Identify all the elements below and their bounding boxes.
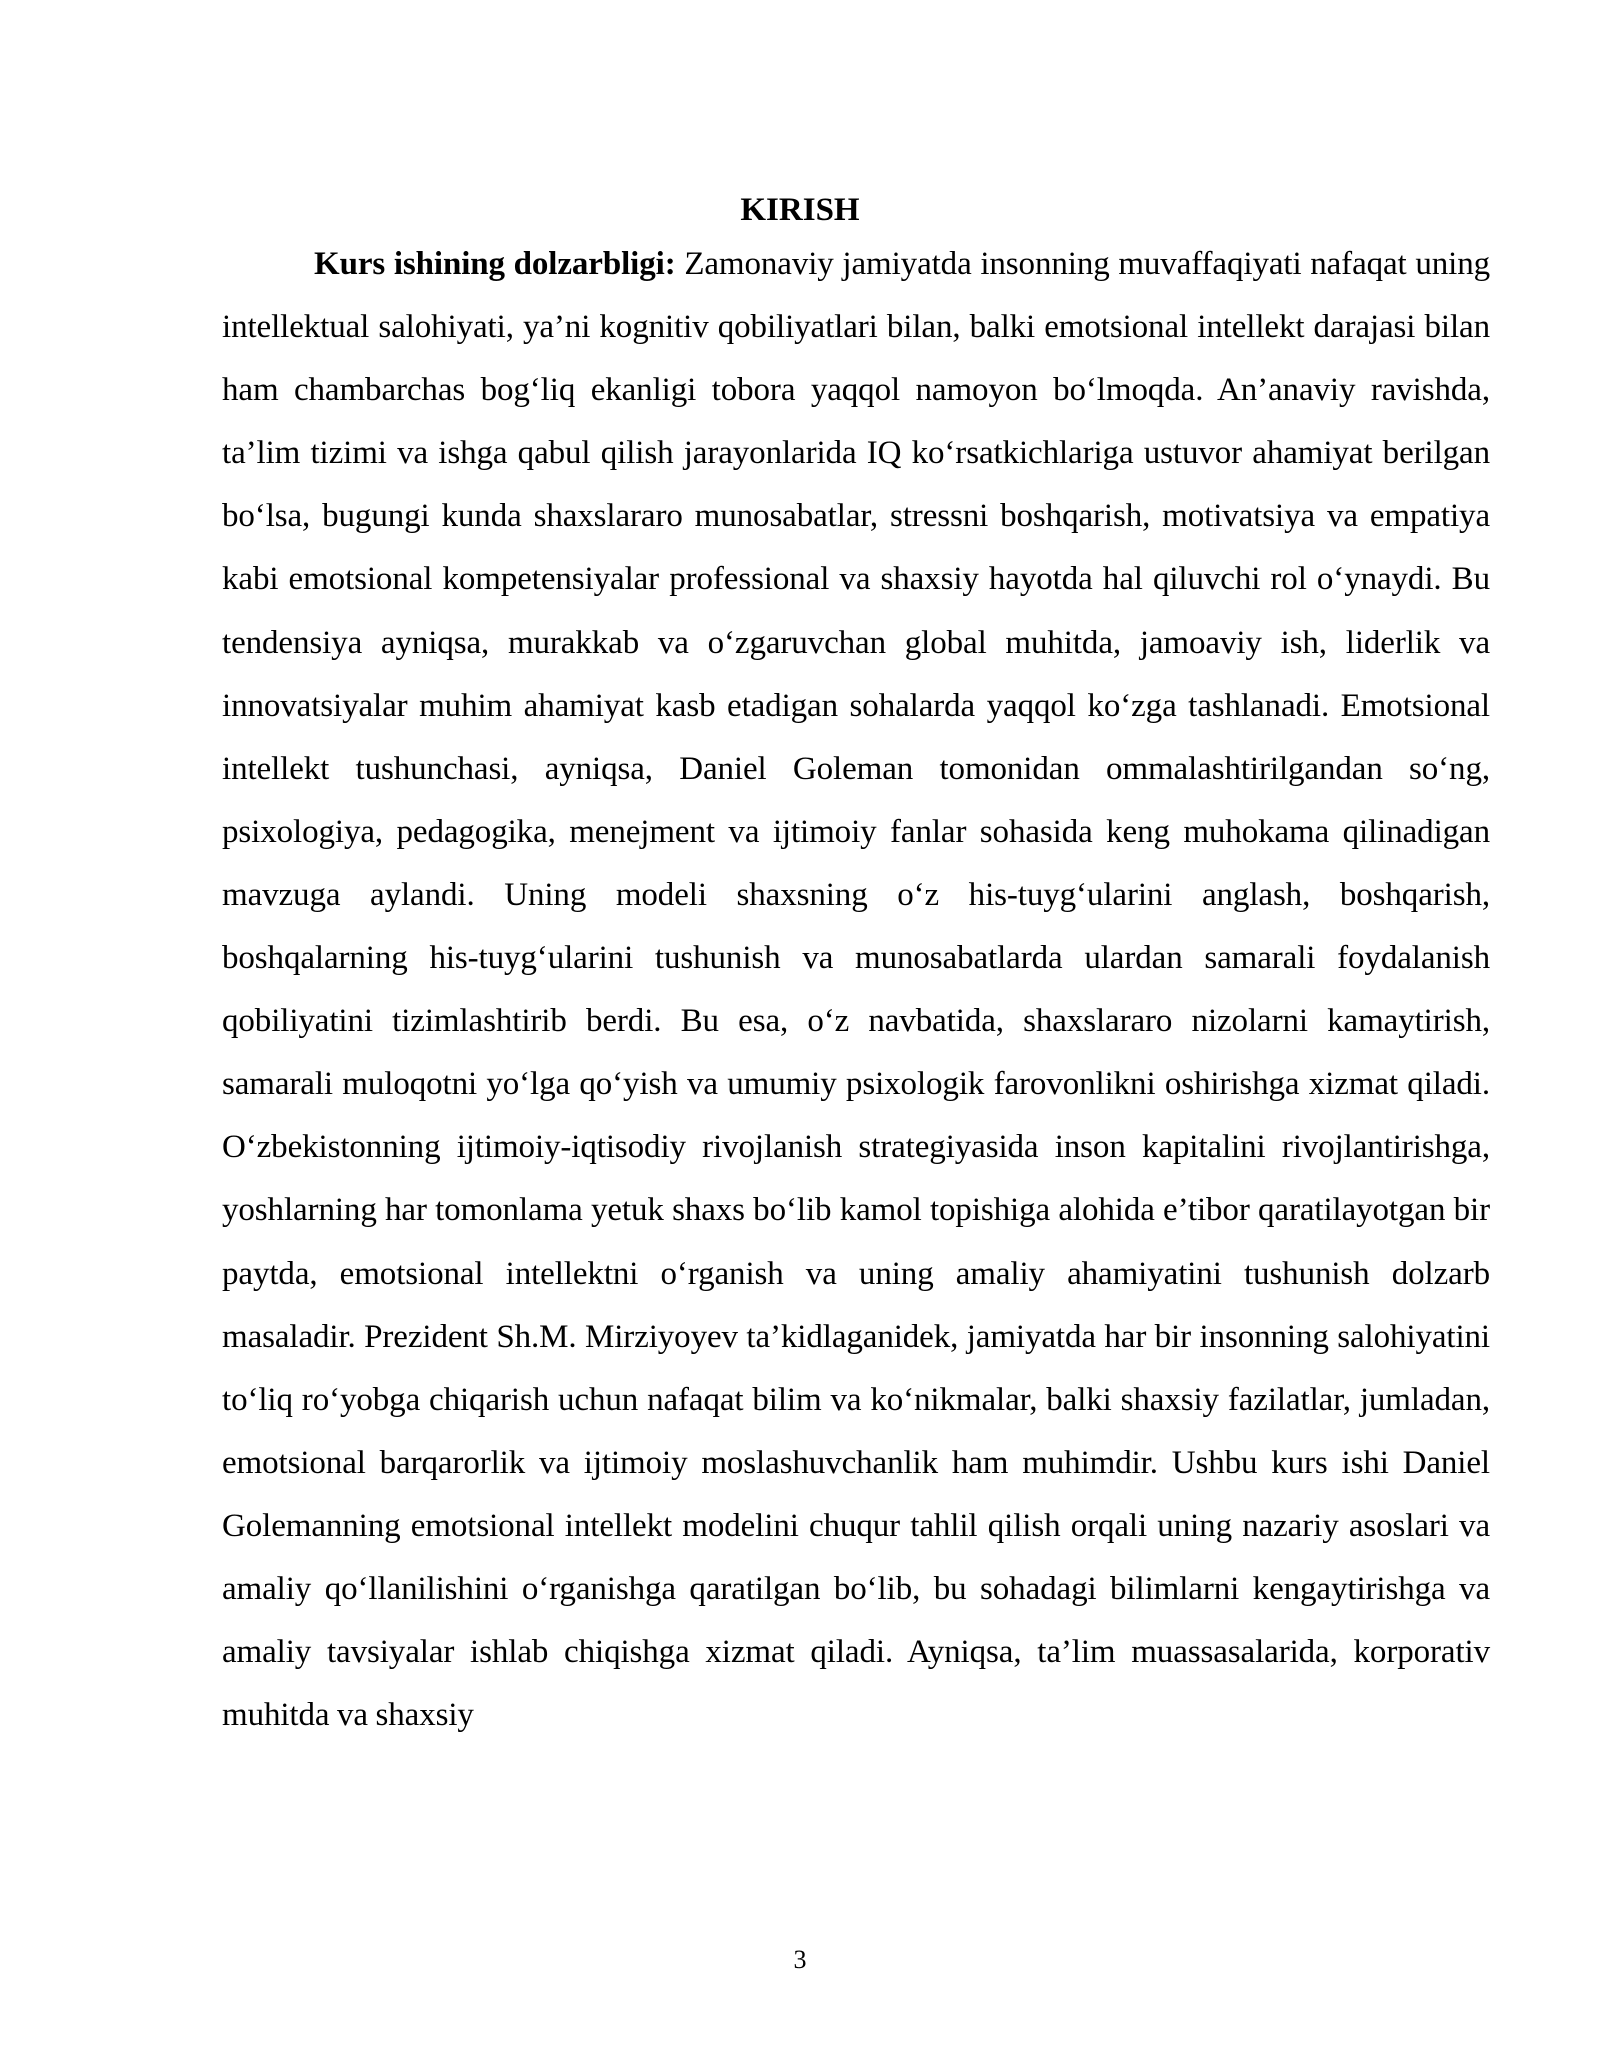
section-heading: KIRISH [740, 192, 860, 228]
lead-label: Kurs ishining dolzarbligi: [314, 246, 676, 282]
page-number: 3 [793, 1945, 807, 1974]
paragraph-text: Zamonaviy jamiyatda insonning muvaffaqiyati nafaqat uning intellektual salohiyati, ya’ni kognitiv qobiliyatlari bilan, balki emotsional intellekt darajasi bilan ham chambarchas bog‘liq ekanligi tobora yaqqol namoyon bo‘lmoqda. An’anaviy ravishda, ta’lim tizimi va ishga qabul qilish jarayonlarida IQ ko‘rsatkichlariga ustuvor ahamiyat berilgan bo‘lsa, bugungi kunda shaxslararo munosabatlar, stressni boshqarish, motivatsiya va empatiya kabi emotsional kompetensiyalar professional va shaxsiy hayotda hal qiluvchi rol o‘ynaydi. Bu tendensiya ayniqsa, murakkab va o‘zgaruvchan global muhitda, jamoaviy ish, liderlik va innovatsiyalar muhim ahamiyat kasb etadigan sohalarda yaqqol ko‘zga tashlanadi. Emotsional intellekt tushunchasi, ayniqsa, Daniel Goleman tomonidan ommalashtirilgandan so‘ng, psixologiya, pedagogika, menejment va ijtimoiy fanlar sohasida keng muhokama qilinadigan mavzuga aylandi. Uning modeli shaxsning o‘z his-tuyg‘ularini anglash, boshqarish, boshqalarning his-tuyg‘ularini tushunish va munosabatlarda ulardan samarali foydalanish qobiliyatini tizimlashtirib berdi. Bu esa, o‘z navbatida, shaxslararo nizolarni kamaytirish, samarali muloqotni yo‘lga qo‘yish va umumiy psixologik farovonlikni oshirishga xizmat qiladi. O‘zbekistonning ijtimoiy-iqtisodiy rivojlanish strategiyasida inson kapitalini rivojlantirishga, yoshlarning har tomonlama yetuk shaxs bo‘lib kamol topishiga alohida e’tibor qaratilayotgan bir paytda, emotsional intellektni o‘rganish va uning amaliy ahamiyatini tushunish dolzarb masaladir. Prezident Sh.M. Mirziyoyev ta’kidlaganidek, jamiyatda har bir insonning salohiyatini to‘liq ro‘yobga chiqarish uchun nafaqat bilim va ko‘nikmalar, balki shaxsiy fazilatlar, jumladan, emotsional barqarorlik va ijtimoiy moslashuvchanlik ham muhimdir. Ushbu kurs ishi Daniel Golemanning emotsional intellekt modelini chuqur tahlil qilish orqali uning nazariy asoslari va amaliy qo‘llanilishini o‘rganishga qaratilgan bo‘lib, bu sohadagi bilimlarni kengaytirishga va amaliy tavsiyalar ishlab chiqishga xizmat qiladi. Ayniqsa, ta’lim muassasalarida, korporativ muhitda va shaxsiy [222, 246, 1491, 1734]
body-paragraph [222, 233, 1490, 1747]
